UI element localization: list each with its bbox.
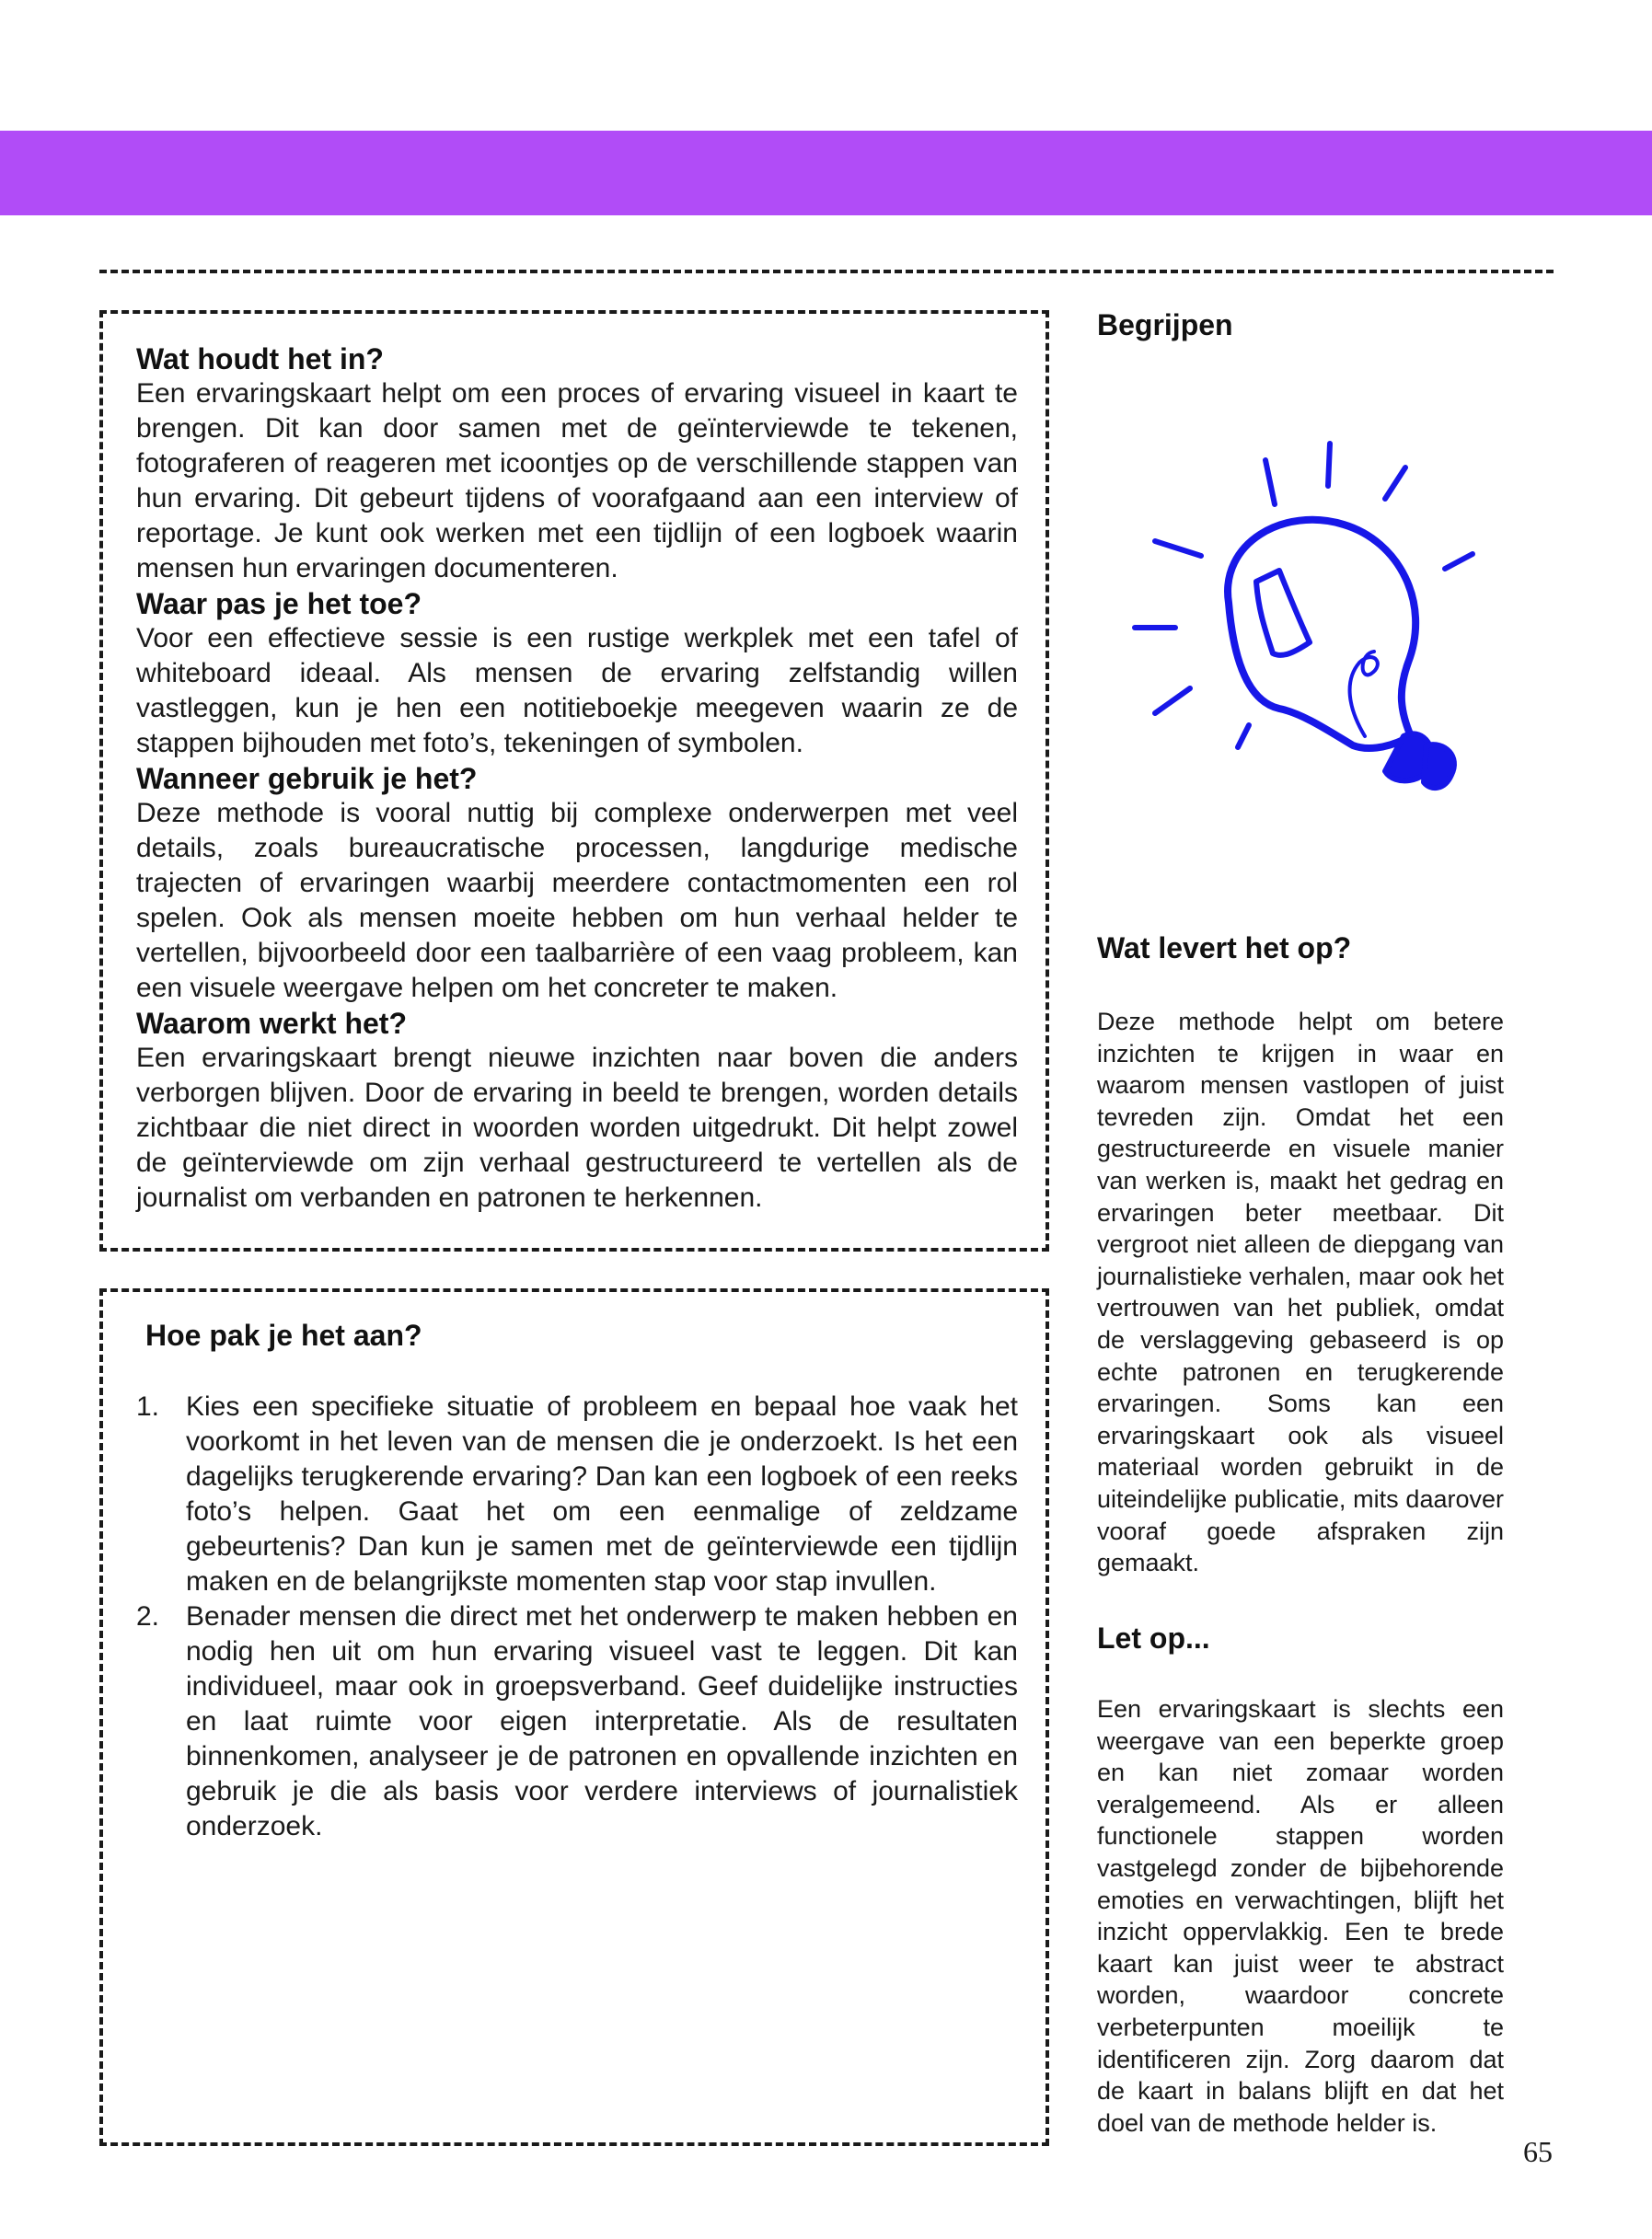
section-body-when: Deze methode is vooral nuttig bij complexe onderwerpen met veel details, zoals bureaucratische processen, langdurige medische trajecten of ervaringen waarbij meerdere contactmomenten een rol spelen. Ook als mensen moeite hebben om hun verhaal helder te vertellen, bijvoorbeeld door een taalbarrière of een vaag probleem, kan een visuele weergave helpen om het concreter te maken. <box>136 798 1018 1003</box>
section-heading-when: Wanneer gebruik je het? <box>136 762 478 795</box>
section-heading-where: Waar pas je het toe? <box>136 587 422 620</box>
howto-box <box>99 1288 1049 2146</box>
section-heading-why: Waarom werkt het? <box>136 1007 407 1040</box>
step-text: Benader mensen die direct met het onderwerp te maken hebben en nodig hen uit om hun ervaring visueel vast te leggen. Dit kan individueel, maar ook in groepsverband. Geef duidelijke instructies en laat ruimte voor eigen interpretatie. Als de resultaten binnenkomen, analyseer je de patronen en opvallende inzichten en gebruik je die als basis voor verdere interviews of journalistiek onderzoek. <box>186 1601 1018 1841</box>
section-body-why: Een ervaringskaart brengt nieuwe inzichten naar boven die anders verborgen blijven. Door de ervaring in beeld te brengen, worden details zichtbaar die niet direct in woorden worden uitgedrukt. Dit helpt zowel de geïnterviewde om zijn verhaal gestructureerd te vertellen als de journalist om verbanden en patronen te herkennen. <box>136 1043 1018 1213</box>
result-body: Deze methode helpt om betere inzichten te krijgen in waar en waarom mensen vastlopen of juist tevreden zijn. Omdat het een gestructureerde en visuele manier van werken is, maakt het gedrag en ervaringen beter meetbaar. Dit vergroot niet alleen de diepgang van journalistieke verhalen, maar ook het vertrouwen van het publiek, omdat de verslaggeving gebaseerd is op echte patronen en terugkerende ervaringen. Soms kan een ervaringskaart ook als visueel materiaal worden gebruikt in de uiteindelijke publicatie, mits daarover vooraf goede afspraken zijn gemaakt. <box>1097 1008 1504 1577</box>
dashed-divider <box>99 270 1554 273</box>
step-number: 1. <box>136 1391 160 1422</box>
ray-line <box>1385 467 1405 499</box>
steps-list <box>136 1390 1018 1844</box>
page-number: 65 <box>1523 2135 1553 2168</box>
ray-line <box>1238 725 1249 747</box>
ray-line <box>1155 541 1201 556</box>
result-heading: Wat levert het op? <box>1097 931 1352 964</box>
lightbulb-icon <box>1118 433 1505 801</box>
howto-heading: Hoe pak je het aan? <box>145 1319 422 1352</box>
caution-body: Een ervaringskaart is slechts een weergave van een beperkte groep en kan niet zomaar worden veralgemeend. Als er alleen functionele stappen worden vastgelegd zonder de bijbehorende emoties en verwachtingen, blijft het inzicht oppervlakkig. Een te brede kaart kan juist weer te abstract worden, waardoor concrete verbeterpunten moeilijk te identificeren zijn. Zorg daarom dat de kaart in balans blijft en dat het doel van de methode helder is. <box>1097 1695 1504 2137</box>
section-body-where: Voor een effectieve sessie is een rustige werkplek met een tafel of whiteboard ideaal. Als mensen de ervaring zelfstandig willen vastleggen, kun je hen een notitieboekje meegeven waarin ze de stappen bijhouden met foto’s, tekeningen of symbolen. <box>136 623 1018 758</box>
section-body-what: Een ervaringskaart helpt om een proces of ervaring visueel in kaart te brengen. Dit kan door samen met de geïnterviewde te tekenen, fotograferen of reageren met icoontjes op de verschillende stappen van hun ervaring. Dit gebeurt tijdens of voorafgaand aan een interview of reportage. Je kunt ook werken met een tijdlijn of een logboek waarin mensen hun ervaringen documenteren. <box>136 378 1018 583</box>
step-number: 2. <box>136 1601 160 1632</box>
ray-line <box>1445 554 1473 569</box>
list-item <box>136 1390 1018 1599</box>
list-item <box>136 1599 1018 1844</box>
step-text: Kies een specifieke situatie of probleem en bepaal hoe vaak het voorkomt in het leven van de mensen die je onderzoekt. Is het een dagelijks terugkerende ervaring? Dan kan een logboek of een reeks foto’s helpen. Gaat het om een eenmalige of zeldzame gebeurtenis? Dan kun je samen met de geïnterviewde een tijdlijn maken en de belangrijkste momenten stap voor stap invullen. <box>186 1391 1018 1597</box>
header-banner <box>0 131 1652 215</box>
bulb-glass <box>1228 520 1415 748</box>
ray-line <box>1155 688 1190 713</box>
caution-heading: Let op... <box>1097 1622 1210 1655</box>
section-heading-what: Wat houdt het in? <box>136 342 384 375</box>
bulb-base-tip <box>1424 744 1454 788</box>
bulb-highlight <box>1256 571 1310 655</box>
category-title: Begrijpen <box>1097 308 1233 341</box>
bulb-filament <box>1350 652 1378 736</box>
info-box <box>99 310 1049 1252</box>
ray-line <box>1328 444 1330 486</box>
ray-line <box>1265 460 1275 504</box>
